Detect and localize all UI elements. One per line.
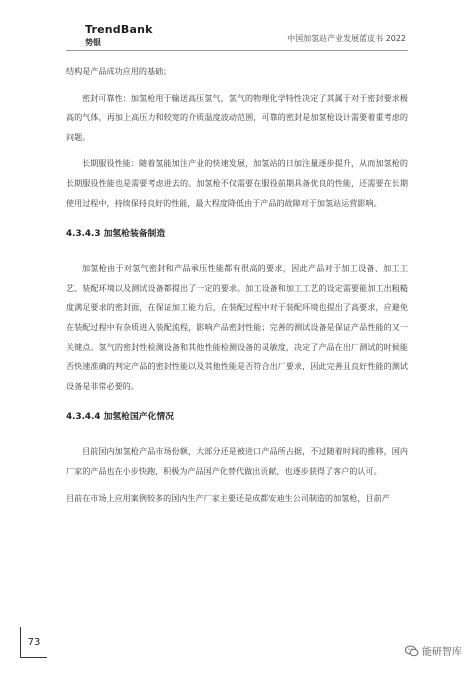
page-number: 73 xyxy=(20,627,47,658)
wechat-watermark xyxy=(405,643,462,658)
paragraph-long-term-service: 长期服役性能：随着氢能加注产业的快速发展，加氢站的日加注量逐步提升，从而加氢枪的长期服役性能也是需要考虑进去的。加氢枪不仅需要在服役前期具备优良的性能，还需要在长期使用过程中，持续保持良好的性能，最大程度降低由于产品的故障对于加氢站运营影响。 xyxy=(66,158,408,208)
page-header xyxy=(0,0,474,52)
page-body xyxy=(66,62,408,515)
watermark-text: 能研智库 xyxy=(422,647,462,658)
section-heading-equipment-manufacturing: 4.3.4.3 加氢枪装备制造 xyxy=(66,229,166,240)
paragraph-seal-reliability: 密封可靠性：加氢枪用于输送高压氢气，氢气的物理化学特性决定了其属于对于密封要求极高的气体，再加上高压力和较宽的介质温度波动范围，可靠的密封是加氢枪设计需要着重考虑的问题。 xyxy=(66,92,408,142)
wechat-icon xyxy=(405,645,419,657)
paragraph-structure-tail: 结构是产品成功应用的基础； xyxy=(66,66,172,76)
brand-logo-chinese: 势银 xyxy=(85,38,101,47)
brand-logo: TrendBank xyxy=(85,23,153,36)
section-heading-localization: 4.3.4.4 加氢枪国产化情况 xyxy=(66,412,174,423)
paragraph-equipment-manufacturing: 加氢枪由于对氢气密封和产品承压性能都有很高的要求，因此产品对于加工设备、加工工艺、装配环境以及测试设备都提出了一定的要求。加工设备和加工工艺的设定需要能加工出粗糙度满足要求的密封面，在保证加工能力后，在装配过程中对于装配环境也提出了高要求，应避免在装配过程中有杂质进入装配流程，影响产品密封性能；完善的测试设备是保证产品性能的又一关键点。氢气的密封性检测设备和其他性能检测设备的灵敏度，决定了产品在出厂测试的时候能否快速准确的判定产品的密封性能以及其他性能是否符合出厂要求，因此完善且良好性能的测试设备是非常必要的。 xyxy=(66,263,408,391)
paragraph-localization: 目前国内加氢枪产品市场份额，大部分还是被进口产品所占据，不过随着时间的推移，国内厂家的产品也在小步快跑，积极为产品国产化替代做出贡献，也逐步获得了客户的认可。 xyxy=(66,446,408,476)
header-divider xyxy=(66,50,408,51)
paragraph-localization-continued: 目前在市场上应用案例较多的国内生产厂家主要还是成都安迪生公司制造的加氢枪，目前产 xyxy=(66,492,390,503)
document-title: 中国加氢站产业发展蓝皮书 2022 xyxy=(287,34,406,43)
